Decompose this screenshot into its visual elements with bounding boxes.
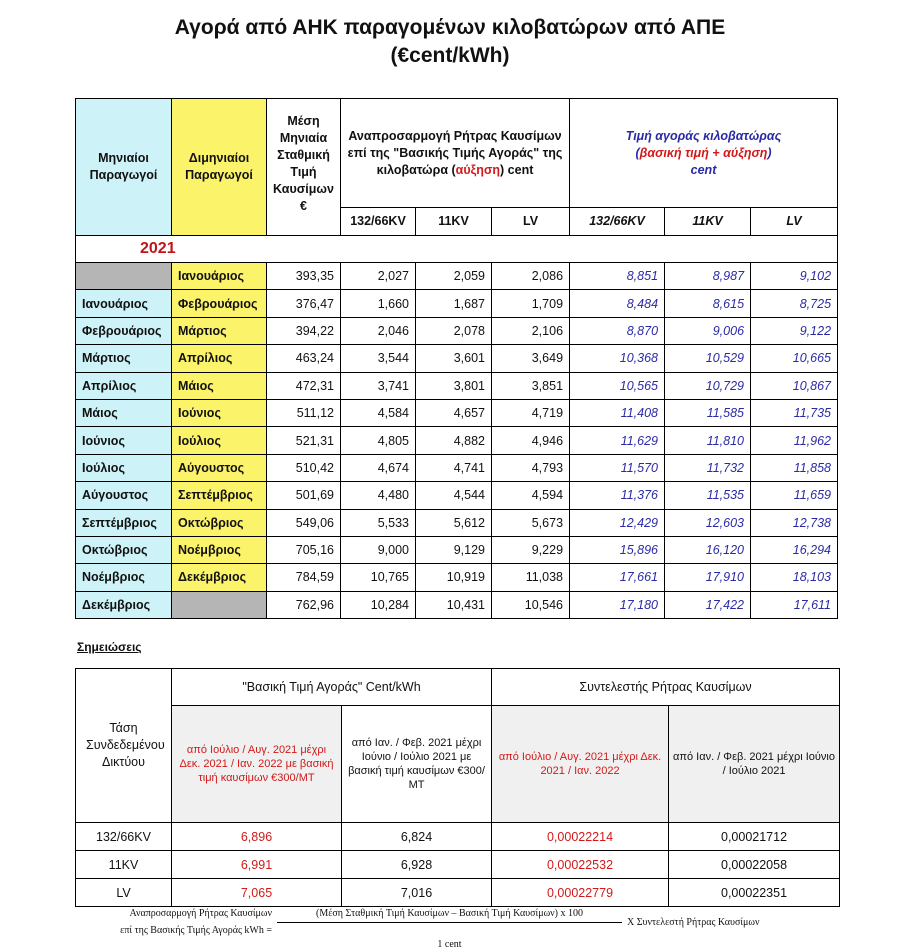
adjustment-11kv-cell: 10,431 (416, 591, 492, 618)
subcol-header: 132/66KV (341, 208, 416, 236)
bimonthly-producer-cell: Οκτώβριος (172, 509, 267, 536)
avg-price-cell: 510,42 (267, 454, 341, 481)
table-row (76, 591, 838, 618)
bimonthly-producer-cell: Ιούνιος (172, 399, 267, 426)
avg-price-cell: 521,31 (267, 427, 341, 454)
adjustment-11kv-cell: 5,612 (416, 509, 492, 536)
price-11kv-cell: 8,987 (665, 263, 751, 290)
bimonthly-producer-cell: Ιούλιος (172, 427, 267, 454)
price-lv-cell: 16,294 (751, 536, 838, 563)
notes-row (76, 879, 840, 907)
table-row (76, 263, 838, 290)
voltage-cell: 132/66KV (76, 823, 172, 851)
price-132-cell: 11,570 (570, 454, 665, 481)
notes-label: Σημειώσεις (77, 640, 142, 654)
table-row (76, 427, 838, 454)
base-price-period-2: από Ιαν. / Φεβ. 2021 μέχρι Ιούνιο / Ιούλιο 2021 με βασική τιμή καυσίμων €300/ΜΤ (342, 706, 492, 823)
factor-old-cell: 0,00022351 (669, 879, 840, 907)
factor-new-cell: 0,00022779 (492, 879, 669, 907)
base-price-period-1: από Ιούλιο / Αυγ. 2021 μέχρι Δεκ. 2021 / Ιαν. 2022 με βασική τιμή καυσίμων €300/ΜΤ (172, 706, 342, 823)
formula-numerator: (Μέση Σταθμική Τιμή Καυσίμων – Βασική Τιμή Καυσίμων) x 100 (315, 908, 584, 919)
subcol-header: 11KV (416, 208, 492, 236)
monthly-producer-cell (76, 263, 172, 290)
price-lv-cell: 11,659 (751, 482, 838, 509)
price-132-cell: 8,484 (570, 290, 665, 317)
avg-price-cell: 463,24 (267, 345, 341, 372)
avg-price-cell: 393,35 (267, 263, 341, 290)
voltage-cell: LV (76, 879, 172, 907)
adjustment-lv-cell: 2,086 (492, 263, 570, 290)
monthly-producer-cell: Νοέμβριος (76, 564, 172, 591)
price-132-cell: 15,896 (570, 536, 665, 563)
base-price-old-cell: 6,824 (342, 823, 492, 851)
formula-lhs-2: επί της Βασικής Τιμής Αγοράς kWh = (120, 925, 272, 936)
bimonthly-producer-cell: Δεκέμβριος (172, 564, 267, 591)
table-row (76, 454, 838, 481)
price-header: Τιμή αγοράς κιλοβατώρας (βασική τιμή + αύξηση) cent (570, 99, 838, 208)
price-lv-cell: 8,725 (751, 290, 838, 317)
avg-price-cell: 501,69 (267, 482, 341, 509)
title-line-1: Αγορά από ΑΗΚ παραγομένων κιλοβατώρων από ΑΠΕ (174, 16, 726, 39)
table-row (76, 482, 838, 509)
base-price-old-cell: 7,016 (342, 879, 492, 907)
price-132-cell: 17,180 (570, 591, 665, 618)
base-price-old-cell: 6,928 (342, 851, 492, 879)
adjustment-132-cell: 3,741 (341, 372, 416, 399)
price-11kv-cell: 11,535 (665, 482, 751, 509)
monthly-producer-cell: Μάιος (76, 399, 172, 426)
adjustment-132-cell: 9,000 (341, 536, 416, 563)
price-132-cell: 11,408 (570, 399, 665, 426)
adjustment-11kv-cell: 1,687 (416, 290, 492, 317)
price-11kv-cell: 11,732 (665, 454, 751, 481)
adjustment-lv-cell: 4,946 (492, 427, 570, 454)
adjustment-11kv-cell: 2,078 (416, 317, 492, 344)
table-row (76, 399, 838, 426)
adjustment-132-cell: 10,284 (341, 591, 416, 618)
monthly-producer-cell: Ιανουάριος (76, 290, 172, 317)
price-lv-cell: 18,103 (751, 564, 838, 591)
adjustment-132-cell: 4,584 (341, 399, 416, 426)
notes-row (76, 823, 840, 851)
adjustment-lv-cell: 4,594 (492, 482, 570, 509)
price-11kv-cell: 12,603 (665, 509, 751, 536)
price-lv-cell: 12,738 (751, 509, 838, 536)
adjustment-lv-cell: 4,719 (492, 399, 570, 426)
adjustment-lv-cell: 5,673 (492, 509, 570, 536)
price-132-cell: 12,429 (570, 509, 665, 536)
factor-new-cell: 0,00022214 (492, 823, 669, 851)
adjustment-lv-cell: 9,229 (492, 536, 570, 563)
bimonthly-producers-header: Διμηνιαίοι Παραγωγοί (172, 99, 267, 236)
table-row (76, 509, 838, 536)
avg-price-cell: 784,59 (267, 564, 341, 591)
adjustment-11kv-cell: 2,059 (416, 263, 492, 290)
formula (82, 905, 802, 950)
adjustment-132-cell: 3,544 (341, 345, 416, 372)
formula-denominator: 1 cent (437, 939, 462, 950)
price-132-cell: 10,368 (570, 345, 665, 372)
subcol-header: LV (751, 208, 838, 236)
fuel-factor-header: Συντελεστής Ρήτρας Καυσίμων (492, 669, 840, 706)
year-label: 2021 (76, 236, 838, 263)
price-lv-cell: 10,867 (751, 372, 838, 399)
table-row (76, 317, 838, 344)
price-132-cell: 8,870 (570, 317, 665, 344)
avg-price-cell: 394,22 (267, 317, 341, 344)
page-title (0, 14, 900, 70)
adjustment-lv-cell: 3,851 (492, 372, 570, 399)
monthly-producer-cell: Σεπτέμβριος (76, 509, 172, 536)
price-lv-cell: 9,122 (751, 317, 838, 344)
price-132-cell: 8,851 (570, 263, 665, 290)
voltage-header: Τάση Συνδεδεμένου Δικτύου (76, 669, 172, 823)
price-11kv-cell: 9,006 (665, 317, 751, 344)
adjustment-lv-cell: 3,649 (492, 345, 570, 372)
adjustment-132-cell: 5,533 (341, 509, 416, 536)
adjustment-lv-cell: 2,106 (492, 317, 570, 344)
price-132-cell: 11,376 (570, 482, 665, 509)
notes-row (76, 851, 840, 879)
subcol-header: 132/66KV (570, 208, 665, 236)
table-row (76, 372, 838, 399)
voltage-cell: 11KV (76, 851, 172, 879)
price-lv-cell: 17,611 (751, 591, 838, 618)
price-132-cell: 11,629 (570, 427, 665, 454)
adjustment-11kv-cell: 4,544 (416, 482, 492, 509)
monthly-producer-cell: Δεκέμβριος (76, 591, 172, 618)
adjustment-11kv-cell: 9,129 (416, 536, 492, 563)
adjustment-lv-cell: 10,546 (492, 591, 570, 618)
adjustment-11kv-cell: 4,657 (416, 399, 492, 426)
bimonthly-producer-cell: Νοέμβριος (172, 536, 267, 563)
adjustment-lv-cell: 1,709 (492, 290, 570, 317)
table-row (76, 536, 838, 563)
price-11kv-cell: 11,810 (665, 427, 751, 454)
avg-price-cell: 705,16 (267, 536, 341, 563)
adjustment-132-cell: 2,027 (341, 263, 416, 290)
factor-period-2: από Ιαν. / Φεβ. 2021 μέχρι Ιούνιο / Ιούλιο 2021 (669, 706, 840, 823)
monthly-producer-cell: Απρίλιος (76, 372, 172, 399)
bimonthly-producer-cell: Αύγουστος (172, 454, 267, 481)
adjustment-lv-cell: 4,793 (492, 454, 570, 481)
adjustment-132-cell: 4,805 (341, 427, 416, 454)
price-11kv-cell: 16,120 (665, 536, 751, 563)
bimonthly-producer-cell: Φεβρουάριος (172, 290, 267, 317)
price-11kv-cell: 8,615 (665, 290, 751, 317)
price-11kv-cell: 17,910 (665, 564, 751, 591)
adjustment-132-cell: 4,674 (341, 454, 416, 481)
avg-price-cell: 762,96 (267, 591, 341, 618)
factor-period-1: από Ιούλιο / Αυγ. 2021 μέχρι Δεκ. 2021 / Ιαν. 2022 (492, 706, 669, 823)
monthly-producer-cell: Αύγουστος (76, 482, 172, 509)
price-lv-cell: 11,962 (751, 427, 838, 454)
formula-lhs-1: Αναπροσαρμογή Ρήτρας Καυσίμων (129, 908, 272, 919)
price-11kv-cell: 10,729 (665, 372, 751, 399)
notes-table (75, 668, 840, 907)
price-132-cell: 17,661 (570, 564, 665, 591)
bimonthly-producer-cell: Μάιος (172, 372, 267, 399)
avg-price-cell: 511,12 (267, 399, 341, 426)
adjustment-11kv-cell: 4,882 (416, 427, 492, 454)
avg-fuel-price-header: Μέση Μηνιαία Σταθμική Τιμή Καυσίμων € (267, 99, 341, 236)
price-lv-cell: 11,858 (751, 454, 838, 481)
adjustment-132-cell: 4,480 (341, 482, 416, 509)
avg-price-cell: 549,06 (267, 509, 341, 536)
bimonthly-producer-cell: Ιανουάριος (172, 263, 267, 290)
adjustment-132-cell: 1,660 (341, 290, 416, 317)
bimonthly-producer-cell: Μάρτιος (172, 317, 267, 344)
base-price-header: "Βασική Τιμή Αγοράς" Cent/kWh (172, 669, 492, 706)
subcol-header: 11KV (665, 208, 751, 236)
bimonthly-producer-cell: Απρίλιος (172, 345, 267, 372)
adjustment-11kv-cell: 3,801 (416, 372, 492, 399)
title-line-2: (€cent/kWh) (390, 44, 510, 67)
avg-price-cell: 376,47 (267, 290, 341, 317)
price-11kv-cell: 17,422 (665, 591, 751, 618)
monthly-producer-cell: Μάρτιος (76, 345, 172, 372)
price-11kv-cell: 11,585 (665, 399, 751, 426)
price-lv-cell: 9,102 (751, 263, 838, 290)
base-price-new-cell: 6,991 (172, 851, 342, 879)
monthly-producer-cell: Φεβρουάριος (76, 317, 172, 344)
price-lv-cell: 11,735 (751, 399, 838, 426)
factor-old-cell: 0,00022058 (669, 851, 840, 879)
adjustment-11kv-cell: 10,919 (416, 564, 492, 591)
adjustment-11kv-cell: 3,601 (416, 345, 492, 372)
subcol-header: LV (492, 208, 570, 236)
bimonthly-producer-cell (172, 591, 267, 618)
adjustment-132-cell: 2,046 (341, 317, 416, 344)
purchase-price-table (75, 98, 838, 619)
price-11kv-cell: 10,529 (665, 345, 751, 372)
formula-rhs: X Συντελεστή Ρήτρας Καυσίμων (627, 917, 760, 928)
adjustment-132-cell: 10,765 (341, 564, 416, 591)
factor-old-cell: 0,00021712 (669, 823, 840, 851)
adjustment-11kv-cell: 4,741 (416, 454, 492, 481)
table-row (76, 290, 838, 317)
base-price-new-cell: 7,065 (172, 879, 342, 907)
factor-new-cell: 0,00022532 (492, 851, 669, 879)
adjustment-header: Αναπροσαρμογή Ρήτρας Καυσίμων επί της "Βασικής Τιμής Αγοράς" της κιλοβατώρα (αύξηση) cent (341, 99, 570, 208)
monthly-producer-cell: Ιούνιος (76, 427, 172, 454)
price-lv-cell: 10,665 (751, 345, 838, 372)
table-row (76, 345, 838, 372)
table-row (76, 564, 838, 591)
monthly-producer-cell: Ιούλιος (76, 454, 172, 481)
monthly-producers-header: Μηνιαίοι Παραγωγοί (76, 99, 172, 236)
adjustment-lv-cell: 11,038 (492, 564, 570, 591)
base-price-new-cell: 6,896 (172, 823, 342, 851)
monthly-producer-cell: Οκτώβριος (76, 536, 172, 563)
avg-price-cell: 472,31 (267, 372, 341, 399)
price-132-cell: 10,565 (570, 372, 665, 399)
bimonthly-producer-cell: Σεπτέμβριος (172, 482, 267, 509)
